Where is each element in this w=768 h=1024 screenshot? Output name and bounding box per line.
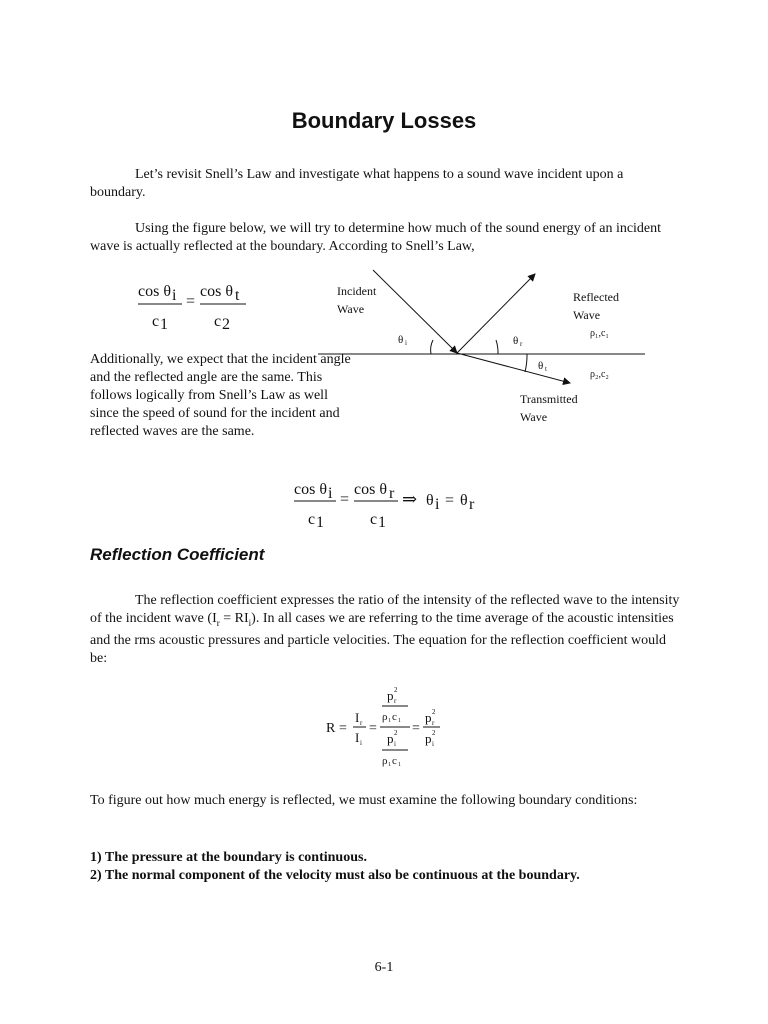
compound-c-top: c [392, 711, 397, 723]
reflection-paragraph-sub-i: i [248, 617, 252, 628]
reflection-paragraph-part-3: ). In all cases we are referring to the time average of the acoustic intensities and the rms acoustic pressures and particle velocities. The equation for the reflection coefficient would be: [90, 611, 674, 666]
compound-rho-top-sub: 1 [388, 718, 391, 724]
snell-num-left: cos θ [138, 283, 171, 300]
eq2-equals: = [340, 491, 350, 508]
eq2-den-right: c [370, 511, 378, 528]
implies-arrow: ⇒ [402, 489, 418, 509]
theta-t-arc [525, 354, 527, 372]
compound-rho-bottom: ρ [382, 755, 388, 767]
ratio-pr-sub: r [432, 719, 435, 727]
r-equals: = [339, 721, 347, 736]
eq2-result-right-sub: r [469, 496, 475, 513]
eq2-den-left: c [308, 511, 316, 528]
boundary-conditions-paragraph: To figure out how much energy is reflected, we must examine the following boundary conditions: [90, 793, 638, 808]
figure-intro-paragraph: Using the figure below, we will try to determine how much of the sound energy of an incident wave is actually reflected at the boundary. According to Snell’s Law, [90, 221, 662, 254]
eq2-sub-right: r [389, 485, 395, 502]
section-heading: Reflection Coefficient [90, 545, 265, 564]
page-number: 6-1 [374, 960, 394, 975]
incident-label: Incident [337, 284, 377, 298]
transmitted-wave-label: Wave [520, 410, 548, 424]
reflection-paragraph-part-2: = RI [219, 611, 249, 626]
additional-paragraph-text: Additionally, we expect that the incident angle and the reflected angle are the same. This follows logically from Snell’s Law as well since the speed of sound for the incident and reflected waves are the same. [90, 352, 351, 439]
compound-pi: p [387, 731, 394, 746]
compound-c-top-sub: 1 [398, 718, 401, 724]
incident-wave-label: Wave [337, 302, 365, 316]
eq2-result-equals: = [445, 492, 455, 509]
theta-i-symbol: θ [398, 334, 404, 346]
i-i-symbol: I [355, 730, 360, 745]
compound-rho-bottom-sub: 1 [388, 762, 391, 768]
snell-den-left-sub: 1 [160, 316, 168, 333]
theta-r-sub: r [520, 340, 523, 348]
snell-sub-left: i [172, 287, 177, 304]
reflected-label: Reflected [573, 290, 619, 304]
compound-rho-top: ρ [382, 711, 388, 723]
r-equals-2: = [369, 721, 377, 736]
r-equals-3: = [412, 721, 420, 736]
eq2-sub-left: i [328, 485, 333, 502]
compound-pr-sub: r [394, 697, 397, 705]
compound-pr: p [387, 688, 394, 703]
compound-pi-sub: i [394, 740, 396, 748]
boundary-figure [310, 262, 660, 432]
incident-ray [373, 270, 457, 353]
snell-sub-right: t [235, 287, 240, 304]
reflection-paragraph-part-1: The reflection coefficient expresses the ratio of the intensity of the reflected wave to the intensity of the incident wave (I [90, 593, 680, 626]
ratio-pi: p [425, 731, 432, 746]
snell-den-right-sub: 2 [222, 316, 230, 333]
ratio-pi-sup: 2 [432, 729, 436, 737]
reflection-paragraph-sub-r: r [216, 617, 220, 628]
compound-pr-sup: 2 [394, 686, 398, 694]
condition-2: 2) The normal component of the velocity must also be continuous at the boundary. [90, 868, 580, 883]
theta-r-arc [496, 340, 498, 354]
snell-num-right: cos θ [200, 283, 233, 300]
intro-paragraph: Let’s revisit Snell’s Law and investigate what happens to a sound wave incident upon a boundary. [90, 167, 624, 200]
eq2-den-right-sub: 1 [378, 514, 386, 531]
ratio-pr-sup: 2 [432, 708, 436, 716]
i-r-sub: r [360, 719, 363, 727]
eq2-den-left-sub: 1 [316, 514, 324, 531]
snell-law-equation [136, 276, 256, 334]
eq2-result-left: θ [426, 492, 434, 509]
eq2-result-right: θ [460, 492, 468, 509]
compound-pi-sup: 2 [394, 729, 398, 737]
snell-equals: = [186, 293, 196, 310]
theta-i-arc [431, 340, 433, 354]
theta-r-symbol: θ [513, 335, 519, 347]
r-symbol: R [326, 721, 336, 736]
snell-den-left: c [152, 313, 160, 330]
theta-t-symbol: θ [538, 360, 544, 372]
i-i-sub: i [360, 739, 362, 747]
equal-angle-equation [292, 476, 492, 532]
transmitted-label: Transmitted [520, 392, 578, 406]
compound-c-bottom-sub: 1 [398, 762, 401, 768]
eq2-num-left: cos θ [294, 481, 327, 498]
eq2-num-right: cos θ [354, 481, 387, 498]
reflection-coefficient-equation [324, 682, 454, 774]
theta-t-sub: t [545, 365, 547, 373]
ratio-pr: p [425, 710, 432, 725]
reflected-wave-label: Wave [573, 308, 601, 322]
ratio-pi-sub: i [432, 740, 434, 748]
eq2-result-left-sub: i [435, 496, 440, 513]
compound-c-bottom: c [392, 755, 397, 767]
page-title: Boundary Losses [291, 108, 477, 133]
medium-1-label: ρ₁,c₁ [590, 328, 609, 339]
additional-paragraph [90, 351, 355, 441]
snell-den-right: c [214, 313, 222, 330]
condition-1: 1) The pressure at the boundary is continuous. [90, 850, 367, 865]
transmitted-ray [457, 353, 570, 383]
medium-2-label: ρ₂,c₂ [590, 369, 609, 380]
reflection-paragraph [90, 592, 680, 668]
i-r-symbol: I [355, 710, 360, 725]
theta-i-sub: i [405, 339, 407, 347]
